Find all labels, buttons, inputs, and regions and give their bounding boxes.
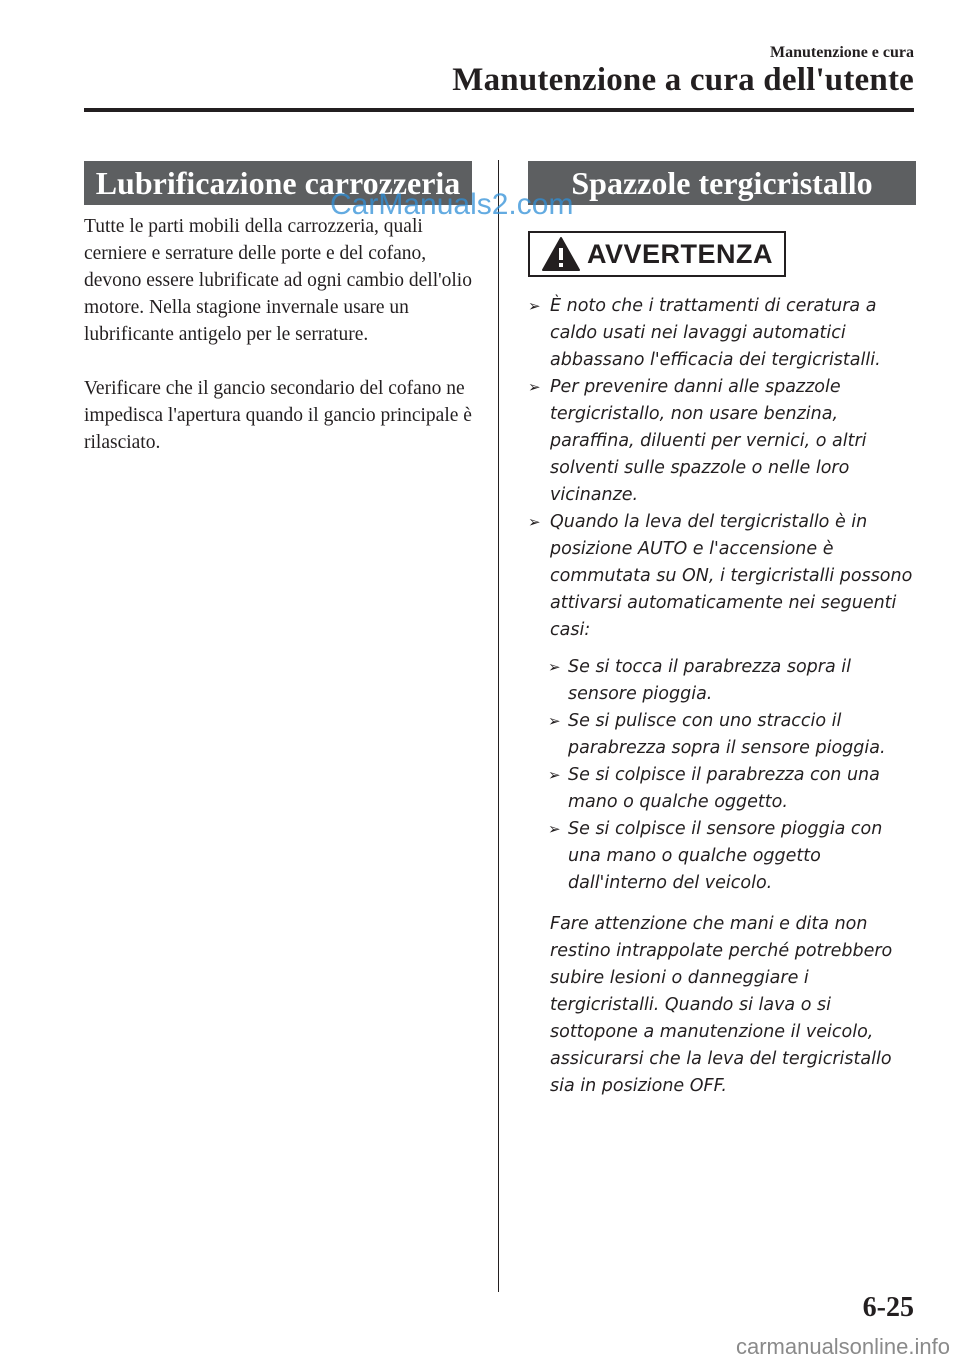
sub-list-item: ➢ Se si colpisce il parabrezza con una mano o qualche oggetto. [528,762,918,816]
list-item: ➢ Quando la leva del tergicristallo è in posizione AUTO e l'accensione è commutata su ON, i tergicristalli possono attivarsi automaticamente nei seguenti casi: [528,509,918,644]
section-title-spazzole: Spazzole tergicristallo [571,164,873,201]
section-bar-right [528,161,916,205]
header-section-title: Manutenzione a cura dell'utente [452,62,914,98]
column-divider [498,160,499,1292]
paragraph: Verificare che il gancio secondario del cofano ne impedisca l'apertura quando il gancio principale è rilasciato. [84,378,472,453]
caution-note: Fare attenzione che mani e dita non restino intrappolate perché potrebbero subire lesioni o danneggiare i tergicristalli. Quando si lava o si sottopone a manutenzione il veicolo, assicurarsi che la leva del tergicristallo sia in posizione OFF. [550,914,893,1096]
sub-list-item: ➢ Se si pulisce con uno straccio il parabrezza sopra il sensore pioggia. [528,708,918,762]
arrowhead-bullet-icon: ➢ [528,378,541,396]
arrowhead-bullet-icon: ➢ [528,513,541,531]
arrowhead-bullet-icon: ➢ [528,297,541,315]
warning-label: AVVERTENZA [586,238,773,269]
section-title-lubrificazione: Lubrificazione carrozzeria [95,164,461,201]
footer-watermark: carmanualsonline.info [735,1334,950,1359]
paragraph: Tutte le parti mobili della carrozzeria, quali cerniere e serrature delle porte e del cofano, devono essere lubrificate ad ogni cambio dell'olio motore. Nella stagione invernale usare un lubrificante antigelo per le serrature. [84,216,472,345]
sub-list-item: ➢ Se si tocca il parabrezza sopra il sensore pioggia. [528,654,918,708]
arrowhead-bullet-icon: ➢ [548,766,561,784]
list-item: ➢ Per prevenire danni alle spazzole tergicristallo, non usare benzina, paraffina, diluenti per vernici, o altri solventi sulle spazzole o nelle loro vicinanze. [528,374,918,509]
right-body [528,293,918,1100]
warning-triangle-icon [541,236,581,272]
arrowhead-bullet-icon: ➢ [548,820,561,838]
header-rule [84,108,914,112]
watermark-carmanuals: CarManuals2.com [330,188,574,221]
page-number: 6-25 [862,1292,914,1323]
left-body [84,213,484,483]
arrowhead-bullet-icon: ➢ [548,658,561,676]
warning-box [528,231,786,277]
sub-list-item: ➢ Se si colpisce il sensore pioggia con una mano o qualche oggetto dall'interno del veicolo. [528,816,918,897]
header-chapter: Manutenzione e cura [770,44,914,61]
list-item: ➢ È noto che i trattamenti di ceratura a caldo usati nei lavaggi automatici abbassano l'efficacia dei tergicristalli. [528,293,918,374]
arrowhead-bullet-icon: ➢ [548,712,561,730]
